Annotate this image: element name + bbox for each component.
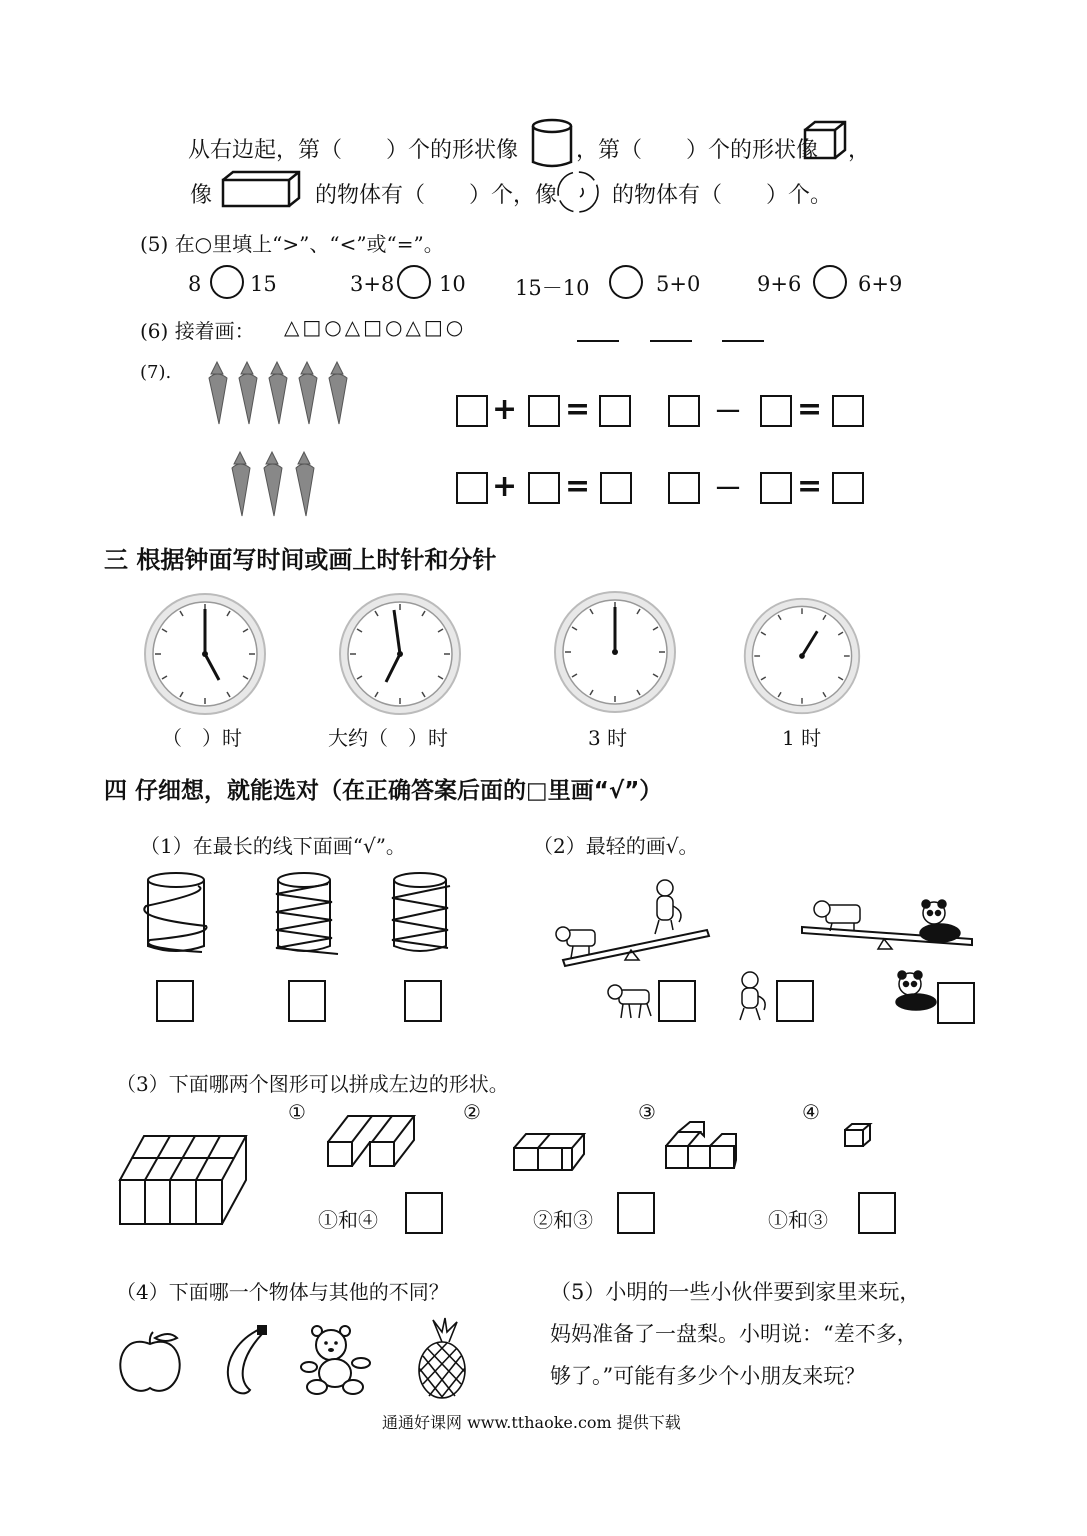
shape-label-1: ① bbox=[288, 1100, 306, 1124]
compare-right-4: 6+9 bbox=[858, 272, 903, 296]
compare-left-4: 9+6 bbox=[757, 272, 802, 296]
eq4-equals: = bbox=[797, 469, 823, 504]
section4-title: 四 仔细想，就能选对（在正确答案后面的□里画“√”） bbox=[104, 778, 663, 804]
compare-right-3: 5+0 bbox=[656, 272, 701, 296]
apple-icon bbox=[115, 1330, 185, 1396]
compare-left-1: 8 bbox=[188, 272, 202, 296]
q3-option-1: ①和④ bbox=[318, 1208, 378, 1232]
compare-circle-4[interactable] bbox=[813, 265, 847, 299]
s4-q2-text: （2）最轻的画√。 bbox=[533, 834, 699, 858]
clock-3-icon bbox=[550, 590, 680, 714]
eq1-box-c[interactable] bbox=[599, 395, 631, 427]
q3-option-2: ②和③ bbox=[533, 1208, 593, 1232]
q1-answer-box-3[interactable] bbox=[404, 980, 442, 1022]
block-shape-4 bbox=[843, 1122, 873, 1148]
q4-line2-part-a: 像 bbox=[190, 183, 213, 208]
s4-q5-line-1: （5）小明的一些小伙伴要到家里来玩， bbox=[550, 1280, 921, 1304]
eq4-box-b[interactable] bbox=[760, 472, 792, 504]
s4-q3-text: （3）下面哪两个图形可以拼成左边的形状。 bbox=[116, 1072, 509, 1096]
eq2-box-b[interactable] bbox=[760, 395, 792, 427]
eq3-box-a[interactable] bbox=[456, 472, 488, 504]
teddy-bear-icon bbox=[295, 1325, 377, 1397]
q3-answer-box-1[interactable] bbox=[405, 1192, 443, 1234]
eq3-equals: = bbox=[565, 469, 591, 504]
eq3-plus: + bbox=[492, 469, 518, 504]
wrapped-cylinder-2 bbox=[268, 870, 348, 960]
compare-circle-3[interactable] bbox=[609, 265, 643, 299]
eq3-box-b[interactable] bbox=[528, 472, 560, 504]
monkey-icon bbox=[732, 970, 772, 1022]
compare-circle-1[interactable] bbox=[210, 265, 244, 299]
compare-right-2: 10 bbox=[439, 272, 466, 296]
cylinder-icon bbox=[530, 118, 574, 170]
dog-icon bbox=[605, 982, 657, 1022]
eq1-equals: = bbox=[565, 392, 591, 427]
compare-circle-2[interactable] bbox=[397, 265, 431, 299]
q3-answer-box-2[interactable] bbox=[617, 1192, 655, 1234]
carrot-group-5 bbox=[205, 360, 365, 428]
q6-blank-3[interactable] bbox=[722, 340, 764, 342]
eq2-minus: － bbox=[714, 395, 743, 428]
eq2-box-c[interactable] bbox=[832, 395, 864, 427]
q6-label: (6) 接着画： bbox=[140, 319, 255, 343]
q5-title: (5) 在○里填上“>”、“<”或“=”。 bbox=[140, 232, 444, 256]
wrapped-cylinder-1 bbox=[136, 870, 216, 960]
pineapple-icon bbox=[415, 1318, 469, 1400]
sphere-icon bbox=[552, 170, 604, 214]
panda-icon bbox=[888, 970, 938, 1012]
banana-icon bbox=[218, 1322, 274, 1398]
q2-answer-box-panda[interactable] bbox=[937, 982, 975, 1024]
cube-icon bbox=[803, 120, 847, 160]
eq1-box-a[interactable] bbox=[456, 395, 488, 427]
s4-q5-line-2: 妈妈准备了一盘梨。小明说：“差不多， bbox=[550, 1322, 918, 1346]
shape-label-4: ④ bbox=[802, 1100, 820, 1124]
wrapped-cylinder-3 bbox=[384, 870, 464, 960]
s4-q4-text: （4）下面哪一个物体与其他的不同？ bbox=[116, 1280, 449, 1304]
eq3-box-c[interactable] bbox=[600, 472, 632, 504]
q2-answer-box-monkey[interactable] bbox=[776, 980, 814, 1022]
eq4-box-a[interactable] bbox=[668, 472, 700, 504]
q7-label: (7). bbox=[140, 362, 172, 383]
clock-3-caption: 3 时 bbox=[588, 726, 628, 750]
target-block-shape bbox=[118, 1134, 250, 1226]
block-shape-2 bbox=[512, 1130, 586, 1174]
q3-answer-box-3[interactable] bbox=[858, 1192, 896, 1234]
eq2-equals: = bbox=[797, 392, 823, 427]
seesaw-dog-monkey bbox=[555, 878, 715, 970]
q4-line1-part-b: ，第（ ）个的形状像 bbox=[576, 138, 819, 163]
compare-left-2: 3+8 bbox=[350, 272, 395, 296]
q1-answer-box-2[interactable] bbox=[288, 980, 326, 1022]
q6-shape-sequence: △□○△□○△□○ bbox=[284, 315, 467, 339]
q4-line2-part-b: 的物体有（ ）个，像 bbox=[315, 183, 558, 208]
q4-line1-part-a: 从右边起，第（ ）个的形状像 bbox=[188, 138, 519, 163]
clock-4-caption: 1 时 bbox=[782, 726, 822, 750]
eq4-minus: － bbox=[714, 472, 743, 505]
q1-answer-box-1[interactable] bbox=[156, 980, 194, 1022]
block-shape-1 bbox=[326, 1112, 418, 1170]
eq4-box-c[interactable] bbox=[832, 472, 864, 504]
q2-answer-box-dog[interactable] bbox=[658, 980, 696, 1022]
compare-left-3: 15－10 bbox=[515, 276, 590, 300]
eq1-box-b[interactable] bbox=[528, 395, 560, 427]
carrot-group-3 bbox=[228, 450, 328, 520]
eq1-plus: + bbox=[492, 392, 518, 427]
s4-q5-line-3: 够了。”可能有多少个小朋友来玩？ bbox=[550, 1364, 866, 1388]
eq2-box-a[interactable] bbox=[668, 395, 700, 427]
clock-2-icon bbox=[335, 592, 465, 716]
clock-2-caption: 大约（ ）时 bbox=[328, 726, 448, 750]
s4-q1-text: （1）在最长的线下面画“√”。 bbox=[140, 834, 406, 858]
q6-blank-1[interactable] bbox=[577, 340, 619, 342]
footer-text: 通通好课网 www.tthaoke.com 提供下载 bbox=[382, 1413, 681, 1432]
clock-1-caption: （ ）时 bbox=[162, 726, 242, 750]
seesaw-dog-panda bbox=[800, 895, 980, 955]
q6-blank-2[interactable] bbox=[650, 340, 692, 342]
q4-line1-part-c: ， bbox=[848, 138, 871, 163]
cuboid-icon bbox=[221, 170, 301, 208]
clock-4-icon bbox=[740, 596, 864, 716]
shape-label-2: ② bbox=[463, 1100, 481, 1124]
block-shape-3 bbox=[664, 1120, 738, 1172]
shape-label-3: ③ bbox=[638, 1100, 656, 1124]
section3-title: 三 根据钟面写时间或画上时针和分针 bbox=[104, 546, 497, 574]
clock-1-icon bbox=[140, 592, 270, 716]
q3-option-3: ①和③ bbox=[768, 1208, 828, 1232]
q4-line2-part-c: 的物体有（ ）个。 bbox=[612, 183, 833, 208]
compare-right-1: 15 bbox=[250, 272, 277, 296]
